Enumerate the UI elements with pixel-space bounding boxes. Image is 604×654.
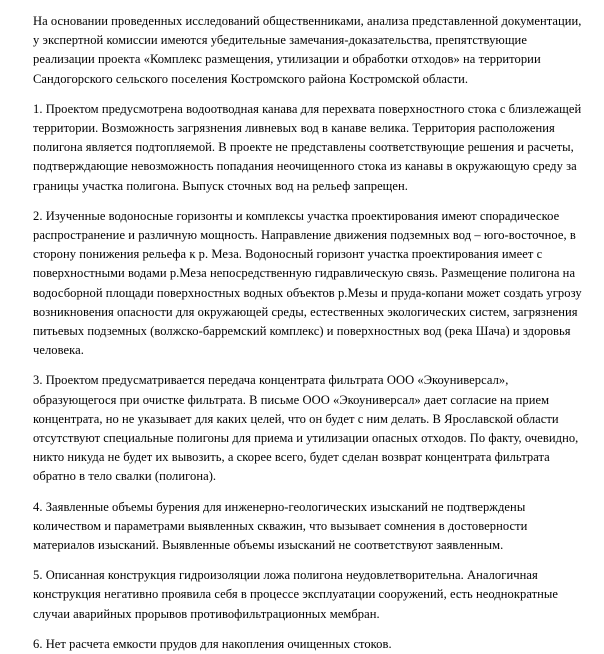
point-5-paragraph: 5. Описанная конструкция гидроизоляции ложа полигона неудовлетворительна. Аналогичная конструкция негативно проявила себя в процессе эксплуатации сооружений, есть неоднократные случаи аварийных прорывов противофильтрационных мембран.	[33, 568, 559, 621]
point-6-paragraph: 6. Нет расчета емкости прудов для накопления очищенных стоков.	[33, 636, 392, 651]
intro-paragraph: На основании проведенных исследований общественниками, анализа представленной документации, у экспертной комиссии имеются убедительные замечания-доказательства, препятствующие реализации проекта «Комплекс размещения, утилизации и обработки отходов» на территории Сандогорского сельского поселения Костромского района Костромской области.	[33, 14, 582, 86]
point-2-paragraph: 2. Изученные водоносные горизонты и комплексы участка проектирования имеют спорадическое распространение и различную мощность. Направление движения подземных вод – юго-восточное, в сторону понижения рельефа к р. Меза. Водоносный горизонт участка проектирования имеет с поверхностными водами р.Меза непосредственную гидравлическую связь. Размещение полигона на водосборной площади поверхностных водных объектов р.Мезы и пруда-копани может создать угрозу возникновения опасности для окружающей среды, естественных экологических систем, загрязнения питьевых подземных (волжско-барремский комплекс) и поверхностных вод (река Шача) и здоровья человека.	[33, 208, 582, 358]
point-4-paragraph: 4. Заявленные объемы бурения для инженерно-геологических изысканий не подтверждены количеством и параметрами выявленных скважин, что вызывает сомнения в достоверности материалов изысканий. Выявленные объемы изысканий не соответствуют заявленным.	[33, 499, 528, 553]
point-3-paragraph: 3. Проектом предусматривается передача концентрата фильтрата ООО «Экоуниверсал», образующегося при очистке фильтрата. В письме ООО «Экоуниверсал» дает согласие на прием концентрата, но не указывает для каких целей, что он будет с ним делать. В Ярославской области отсутствуют специальные полигоны для приема и утилизации опасных отходов. По факту, очевидно, никто никуда не будет их вывозить, а скорее всего, будет сделан возврат концентрата фильтрата обратно в тело свалки (полигона).	[33, 373, 579, 484]
point-1-paragraph: 1. Проектом предусмотрена водоотводная канава для перехвата поверхностного стока с близлежащей территории. Возможность загрязнения ливневых вод в канаве велика. Территория расположения полигона является подтопляемой. В проекте не представлены соответствующие решения и расчеты, подтверждающие невозможность попадания неочищенного стока из канавы в окружающую среду за границы участка полигона. Выпуск сточных вод на рельеф запрещен.	[33, 101, 582, 193]
